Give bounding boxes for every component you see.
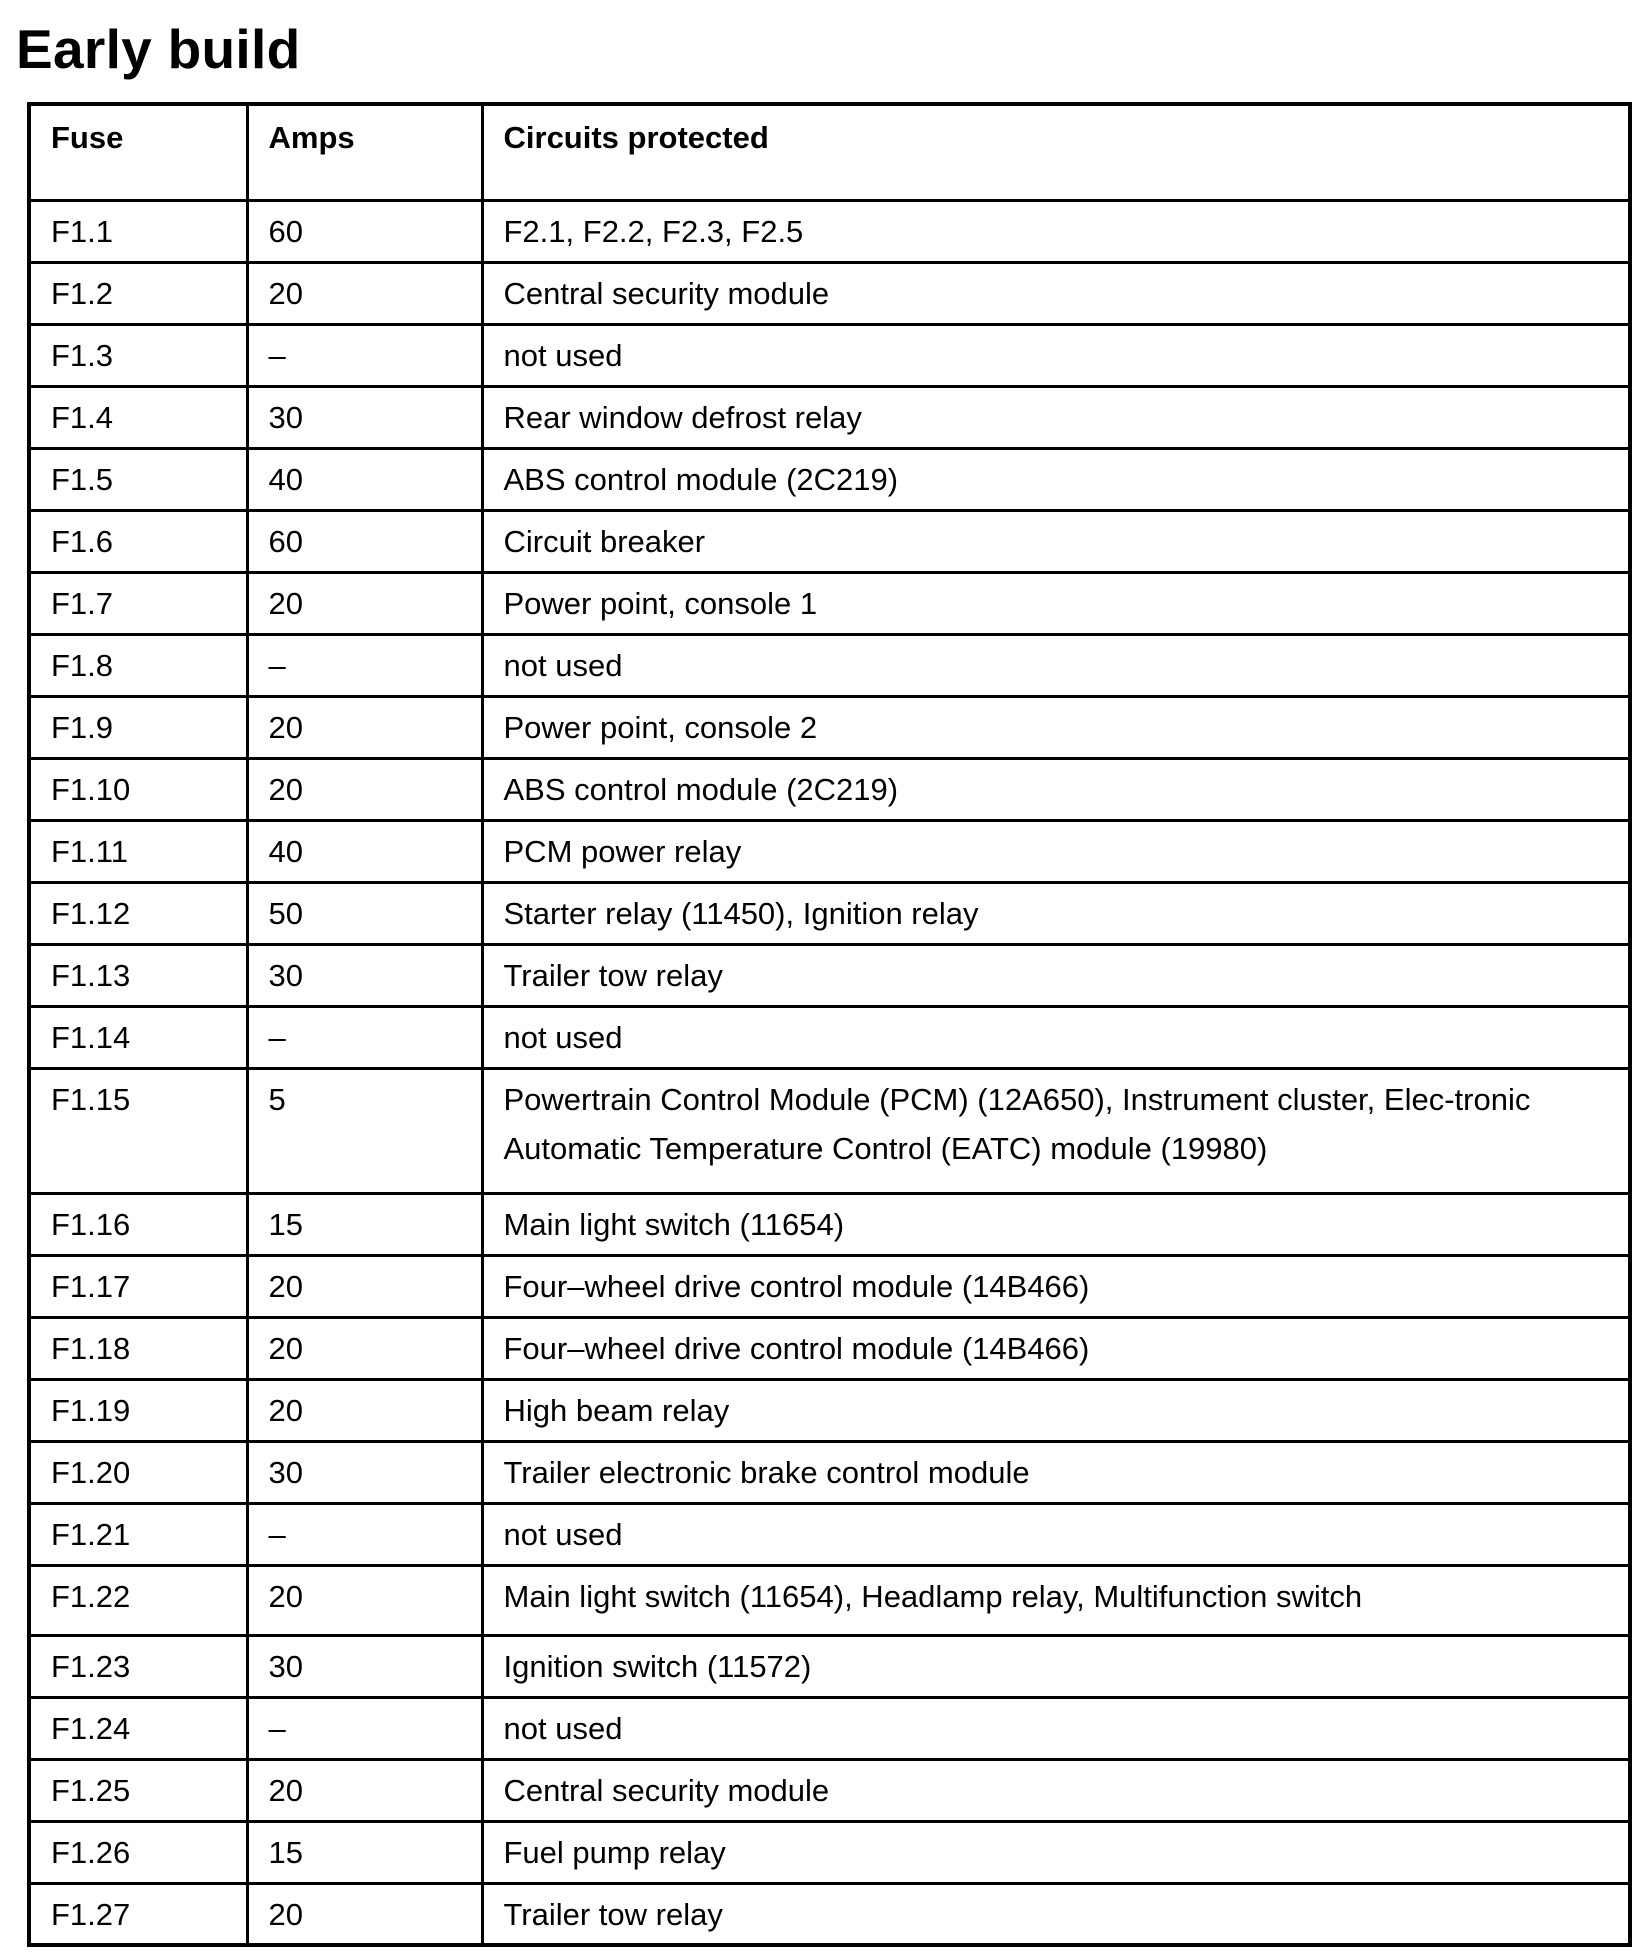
circuits-cell: Four–wheel drive control module (14B466) xyxy=(482,1255,1630,1317)
fuse-cell: F1.22 xyxy=(29,1565,247,1635)
amps-cell: 20 xyxy=(247,1759,482,1821)
circuits-cell: Fuel pump relay xyxy=(482,1821,1630,1883)
fuse-cell: F1.13 xyxy=(29,944,247,1006)
amps-cell: 40 xyxy=(247,820,482,882)
fuse-cell: F1.5 xyxy=(29,448,247,510)
amps-cell: 60 xyxy=(247,200,482,262)
circuits-cell: PCM power relay xyxy=(482,820,1630,882)
circuits-cell: Powertrain Control Module (PCM) (12A650), Instrument cluster, Elec-tronic Automatic Temperature Control (EATC) module (19980) xyxy=(482,1068,1630,1193)
fuse-cell: F1.17 xyxy=(29,1255,247,1317)
amps-cell: 50 xyxy=(247,882,482,944)
amps-cell: – xyxy=(247,634,482,696)
table-row xyxy=(29,510,1630,572)
circuits-cell: Starter relay (11450), Ignition relay xyxy=(482,882,1630,944)
fuse-cell: F1.27 xyxy=(29,1883,247,1945)
table-row xyxy=(29,758,1630,820)
column-header-amps: Amps xyxy=(247,104,482,200)
amps-cell: 60 xyxy=(247,510,482,572)
table-row xyxy=(29,386,1630,448)
table-row xyxy=(29,1565,1630,1635)
fuse-cell: F1.11 xyxy=(29,820,247,882)
fuse-cell: F1.20 xyxy=(29,1441,247,1503)
amps-cell: 20 xyxy=(247,1883,482,1945)
circuits-cell: High beam relay xyxy=(482,1379,1630,1441)
amps-cell: – xyxy=(247,324,482,386)
amps-cell: – xyxy=(247,1006,482,1068)
fuse-cell: F1.12 xyxy=(29,882,247,944)
amps-cell: 30 xyxy=(247,944,482,1006)
table-row xyxy=(29,1697,1630,1759)
amps-cell: 20 xyxy=(247,572,482,634)
table-row xyxy=(29,1635,1630,1697)
table-row xyxy=(29,262,1630,324)
table-row xyxy=(29,1441,1630,1503)
circuits-cell: Trailer electronic brake control module xyxy=(482,1441,1630,1503)
amps-cell: 30 xyxy=(247,1635,482,1697)
amps-cell: 20 xyxy=(247,1255,482,1317)
fuse-cell: F1.10 xyxy=(29,758,247,820)
amps-cell: – xyxy=(247,1697,482,1759)
fuse-cell: F1.3 xyxy=(29,324,247,386)
circuits-cell: Central security module xyxy=(482,262,1630,324)
column-header-fuse: Fuse xyxy=(29,104,247,200)
fuse-cell: F1.16 xyxy=(29,1193,247,1255)
table-row xyxy=(29,1883,1630,1945)
circuits-cell: Main light switch (11654), Headlamp relay, Multifunction switch xyxy=(482,1565,1630,1635)
fuse-cell: F1.23 xyxy=(29,1635,247,1697)
fuse-cell: F1.14 xyxy=(29,1006,247,1068)
circuits-cell: ABS control module (2C219) xyxy=(482,758,1630,820)
fuse-cell: F1.4 xyxy=(29,386,247,448)
fuse-cell: F1.9 xyxy=(29,696,247,758)
circuits-cell: Circuit breaker xyxy=(482,510,1630,572)
table-row xyxy=(29,1317,1630,1379)
amps-cell: 20 xyxy=(247,262,482,324)
fuse-cell: F1.7 xyxy=(29,572,247,634)
table-row xyxy=(29,1255,1630,1317)
table-body xyxy=(29,200,1630,1945)
fuse-cell: F1.24 xyxy=(29,1697,247,1759)
fuse-cell: F1.25 xyxy=(29,1759,247,1821)
table-row xyxy=(29,634,1630,696)
table-row xyxy=(29,1759,1630,1821)
amps-cell: 15 xyxy=(247,1193,482,1255)
amps-cell: 30 xyxy=(247,1441,482,1503)
table-row xyxy=(29,1006,1630,1068)
table-header-row xyxy=(29,104,1630,200)
table-row xyxy=(29,820,1630,882)
table-row xyxy=(29,1068,1630,1193)
circuits-cell: Trailer tow relay xyxy=(482,944,1630,1006)
table-row xyxy=(29,572,1630,634)
circuits-cell: Power point, console 2 xyxy=(482,696,1630,758)
circuits-cell: Main light switch (11654) xyxy=(482,1193,1630,1255)
fuse-cell: F1.2 xyxy=(29,262,247,324)
column-header-circuits: Circuits protected xyxy=(482,104,1630,200)
circuits-cell: not used xyxy=(482,634,1630,696)
amps-cell: 20 xyxy=(247,1317,482,1379)
fuse-cell: F1.8 xyxy=(29,634,247,696)
table-row xyxy=(29,944,1630,1006)
amps-cell: 40 xyxy=(247,448,482,510)
fuse-table xyxy=(27,102,1632,1947)
circuits-cell: not used xyxy=(482,1503,1630,1565)
circuits-cell: not used xyxy=(482,324,1630,386)
amps-cell: – xyxy=(247,1503,482,1565)
table-row xyxy=(29,200,1630,262)
fuse-cell: F1.18 xyxy=(29,1317,247,1379)
amps-cell: 20 xyxy=(247,1565,482,1635)
circuits-cell: Rear window defrost relay xyxy=(482,386,1630,448)
table-row xyxy=(29,1503,1630,1565)
circuits-cell: ABS control module (2C219) xyxy=(482,448,1630,510)
fuse-cell: F1.21 xyxy=(29,1503,247,1565)
amps-cell: 15 xyxy=(247,1821,482,1883)
amps-cell: 20 xyxy=(247,696,482,758)
circuits-cell: Power point, console 1 xyxy=(482,572,1630,634)
page-title: Early build xyxy=(16,18,301,80)
amps-cell: 20 xyxy=(247,1379,482,1441)
table-row xyxy=(29,1821,1630,1883)
table-row xyxy=(29,1193,1630,1255)
table-row xyxy=(29,882,1630,944)
fuse-cell: F1.26 xyxy=(29,1821,247,1883)
table-row xyxy=(29,1379,1630,1441)
circuits-cell: not used xyxy=(482,1006,1630,1068)
fuse-cell: F1.15 xyxy=(29,1068,247,1193)
circuits-cell: not used xyxy=(482,1697,1630,1759)
circuits-cell: Trailer tow relay xyxy=(482,1883,1630,1945)
table-row xyxy=(29,324,1630,386)
circuits-cell: Ignition switch (11572) xyxy=(482,1635,1630,1697)
circuits-cell: Four–wheel drive control module (14B466) xyxy=(482,1317,1630,1379)
fuse-cell: F1.19 xyxy=(29,1379,247,1441)
table-row xyxy=(29,696,1630,758)
amps-cell: 5 xyxy=(247,1068,482,1193)
amps-cell: 30 xyxy=(247,386,482,448)
fuse-cell: F1.1 xyxy=(29,200,247,262)
amps-cell: 20 xyxy=(247,758,482,820)
table-row xyxy=(29,448,1630,510)
fuse-cell: F1.6 xyxy=(29,510,247,572)
circuits-cell: F2.1, F2.2, F2.3, F2.5 xyxy=(482,200,1630,262)
circuits-cell: Central security module xyxy=(482,1759,1630,1821)
